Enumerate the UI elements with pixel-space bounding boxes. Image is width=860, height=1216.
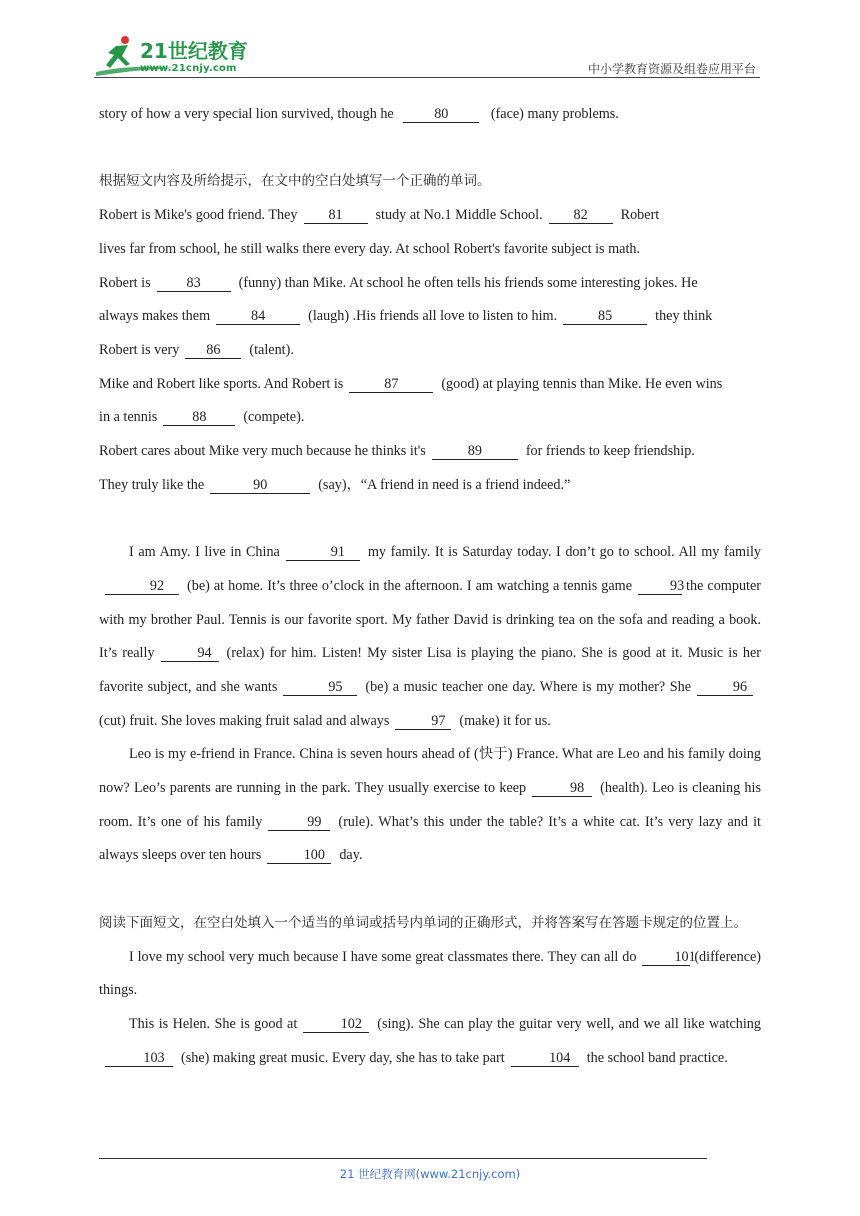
answer-blank: 80 — [403, 106, 479, 123]
header-platform-text: 中小学教育资源及组卷应用平台 — [587, 62, 756, 76]
site-logo — [94, 34, 264, 78]
logo-text: 21世纪教育 — [140, 39, 248, 63]
answer-blank: 103 — [105, 1050, 173, 1067]
page-header — [94, 34, 760, 78]
text-line: always makes them 84 (laugh) .His friends all love to listen to him. 85 they think — [99, 308, 713, 325]
document-body — [99, 98, 761, 1075]
answer-blank: 92 — [105, 578, 179, 595]
text-line: Mike and Robert like sports. And Robert is 87 (good) at playing tennis than Mike. He even wins — [99, 375, 723, 392]
answer-blank: 86 — [185, 342, 241, 359]
answer-blank: 95 — [283, 679, 357, 696]
section-instruction: 阅读下面短文，在空白处填入一个适当的单词或括号内单词的正确形式，并将答案写在答题卡规定的位置上。 — [99, 914, 747, 931]
passage-paragraph: I am Amy. I live in China 91 my family. It is Saturday today. I don’t go to school. All my family92 (be) at home. It’s three o’clock in the afternoon. I am watching a tennis game 93 the computer with my brother Paul. Tennis is our favorite sport. My father David is drinking tea on the sofa and reading a book. It’s really 94 (relax) for him. Listen! My sister Lisa is playing the piano. She is good at it. Music is her favorite subject, and she wants 95 (be) a music teacher one day. Where is my mother? She 96(cut) fruit. She loves making fruit salad and always 97 (make) it for us. — [99, 544, 762, 729]
answer-blank: 81 — [304, 207, 368, 224]
answer-blank: 82 — [549, 207, 613, 224]
answer-blank: 85 — [563, 308, 647, 325]
text-line: lives far from school, he still walks there every day. At school Robert's favorite subject is math. — [99, 240, 641, 257]
passage-paragraph: This is Helen. She is good at 102 (sing). She can play the guitar very well, and we all like watching103 (she) making great music. Every day, she has to take part 104 the school band practice. — [99, 1008, 761, 1075]
text-line: Robert is 83 (funny) than Mike. At school he often tells his friends some interesting jokes. He — [99, 274, 698, 291]
answer-blank: 104 — [511, 1050, 579, 1067]
answer-blank: 94 — [161, 645, 219, 662]
passage-paragraph: Leo is my e-friend in France. China is seven hours ahead of (快于) France. What are Leo and his family doing now? Leo’s parents are running in the park. They usually exercise to keep 98 (health). Leo is cleaning his room. It’s one of his family 99 (rule). What’s this under the table? It’s a white cat. It’s very lazy and it always sleeps over ten hours 100 day. — [99, 746, 761, 864]
text-line: Robert cares about Mike very much because he thinks it's 89 for friends to keep friendship. — [99, 443, 695, 460]
header-divider — [94, 77, 760, 78]
answer-blank: 97 — [395, 713, 451, 730]
answer-blank: 89 — [432, 443, 518, 460]
answer-blank: 93 — [638, 578, 682, 595]
answer-blank: 101 — [642, 949, 690, 966]
answer-blank: 90 — [210, 477, 310, 494]
answer-blank: 100 — [267, 847, 331, 864]
answer-blank: 102 — [303, 1016, 369, 1033]
footer-link[interactable]: 21 世纪教育网(www.21cnjy.com) — [339, 1167, 521, 1181]
section-instruction: 根据短文内容及所给提示，在文中的空白处填写一个正确的单词。 — [99, 173, 491, 190]
answer-blank: 88 — [163, 409, 235, 426]
text-line: Robert is Mike's good friend. They 81 study at No.1 Middle School. 82 Robert — [99, 207, 660, 224]
passage-paragraph: I love my school very much because I have some great classmates there. They can all do 101 (difference) things. — [99, 948, 762, 999]
text-line: Robert is very 86 (talent). — [99, 341, 294, 358]
footer-divider — [99, 1158, 707, 1159]
answer-blank: 91 — [286, 544, 360, 561]
answer-blank: 84 — [216, 308, 300, 325]
text-line: They truly like the 90 (say)，“A friend in need is a friend indeed.” — [99, 476, 571, 493]
text-line: in a tennis 88 (compete). — [99, 409, 305, 426]
answer-blank: 99 — [268, 814, 330, 831]
paragraph-continuation: story of how a very special lion survived, though he 80 (face) many problems. — [99, 106, 619, 122]
answer-blank: 96 — [697, 679, 753, 696]
answer-blank: 87 — [349, 376, 433, 393]
logo-url: www.21cnjy.com — [140, 63, 237, 74]
answer-blank: 83 — [157, 275, 231, 292]
answer-blank: 98 — [532, 780, 592, 797]
